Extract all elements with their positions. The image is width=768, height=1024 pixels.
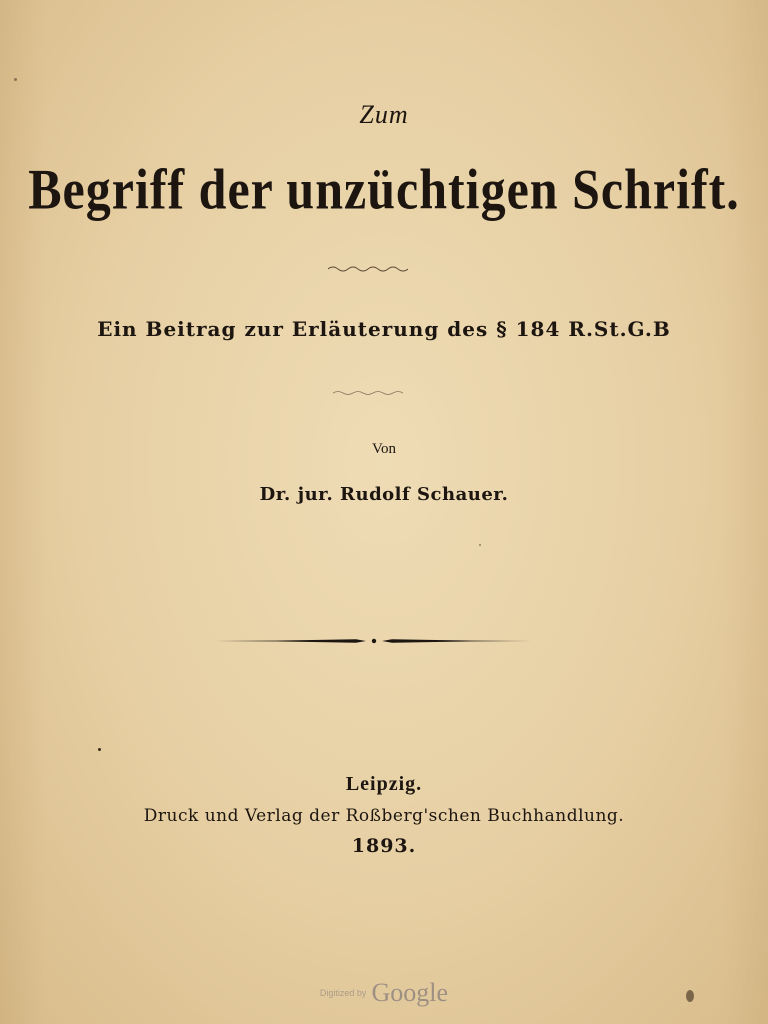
watermark-prefix: Digitized by — [319, 988, 367, 998]
paper-speck — [686, 990, 694, 1002]
paper-speck — [98, 748, 101, 751]
digitized-watermark — [0, 978, 768, 1008]
by-label: Von — [372, 441, 396, 457]
title-prefix: Zum — [359, 100, 409, 129]
wavy-ornament-top — [328, 264, 408, 274]
publication-place: Leipzig. — [345, 773, 423, 795]
publisher: Druck und Verlag der Roßberg'schen Buchhandlung. — [143, 806, 625, 826]
page-title: Begriff der unzüchtigen Schrift. — [28, 156, 740, 222]
paper-speck — [14, 78, 17, 81]
google-logo: Google — [371, 978, 449, 1007]
subtitle: Ein Beitrag zur Erläuterung des § 184 R.St.G.B — [97, 317, 671, 341]
wavy-ornament-bottom — [333, 388, 403, 398]
tapered-rule-divider — [216, 634, 532, 648]
paper-speck — [479, 544, 481, 546]
publication-year: 1893. — [351, 835, 417, 857]
author: Dr. jur. Rudolf Schauer. — [259, 484, 509, 505]
